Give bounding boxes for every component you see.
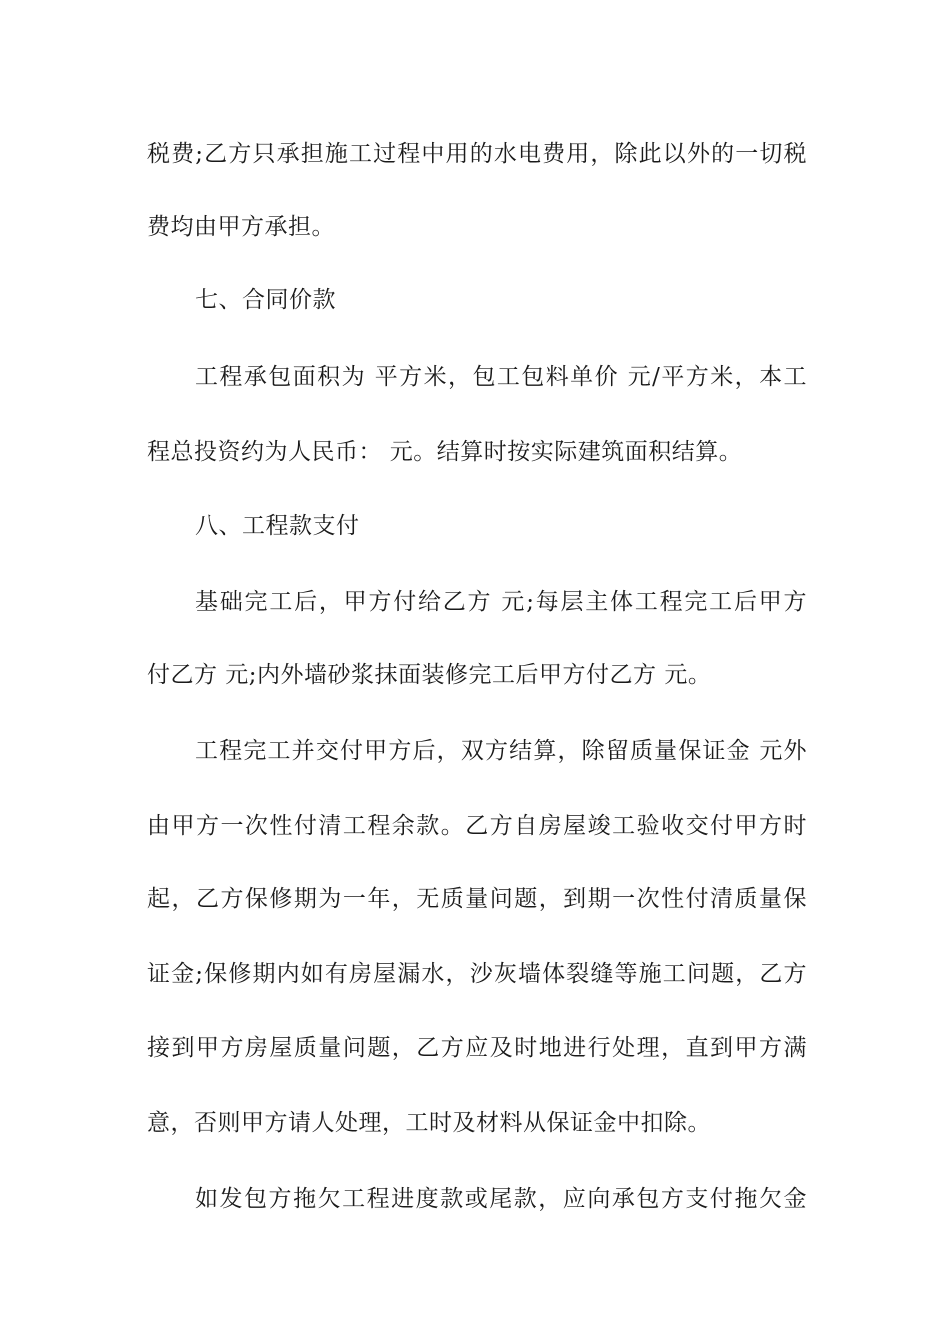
paragraph-line: 意，否则甲方请人处理，工时及材料从保证金中扣除。 — [147, 1110, 711, 1136]
section-heading-payment: 八、工程款支付 — [195, 513, 360, 539]
paragraph-line: 工程承包面积为 平方米，包工包料单价 元/平方米，本工 — [195, 364, 807, 390]
paragraph-line: 费均由甲方承担。 — [147, 214, 335, 240]
paragraph-line: 工程完工并交付甲方后，双方结算，除留质量保证金 元外 — [195, 738, 807, 764]
paragraph-line: 付乙方 元;内外墙砂浆抹面装修完工后甲方付乙方 元。 — [147, 662, 712, 688]
paragraph-line: 证金;保修期内如有房屋漏水，沙灰墙体裂缝等施工问题，乙方 — [147, 961, 807, 987]
paragraph-line: 接到甲方房屋质量问题，乙方应及时地进行处理，直到甲方满 — [147, 1035, 807, 1061]
paragraph-line: 起，乙方保修期为一年，无质量问题，到期一次性付清质量保 — [147, 886, 807, 912]
paragraph-line: 程总投资约为人民币： 元。结算时按实际建筑面积结算。 — [147, 439, 743, 465]
paragraph-line: 如发包方拖欠工程进度款或尾款，应向承包方支付拖欠金 — [195, 1186, 807, 1212]
paragraph-line: 税费;乙方只承担施工过程中用的水电费用，除此以外的一切税 — [147, 141, 807, 167]
paragraph-line: 基础完工后，甲方付给乙方 元;每层主体工程完工后甲方 — [195, 589, 807, 615]
paragraph-line: 由甲方一次性付清工程余款。乙方自房屋竣工验收交付甲方时 — [147, 813, 807, 839]
section-heading-contract-price: 七、合同价款 — [195, 287, 336, 313]
